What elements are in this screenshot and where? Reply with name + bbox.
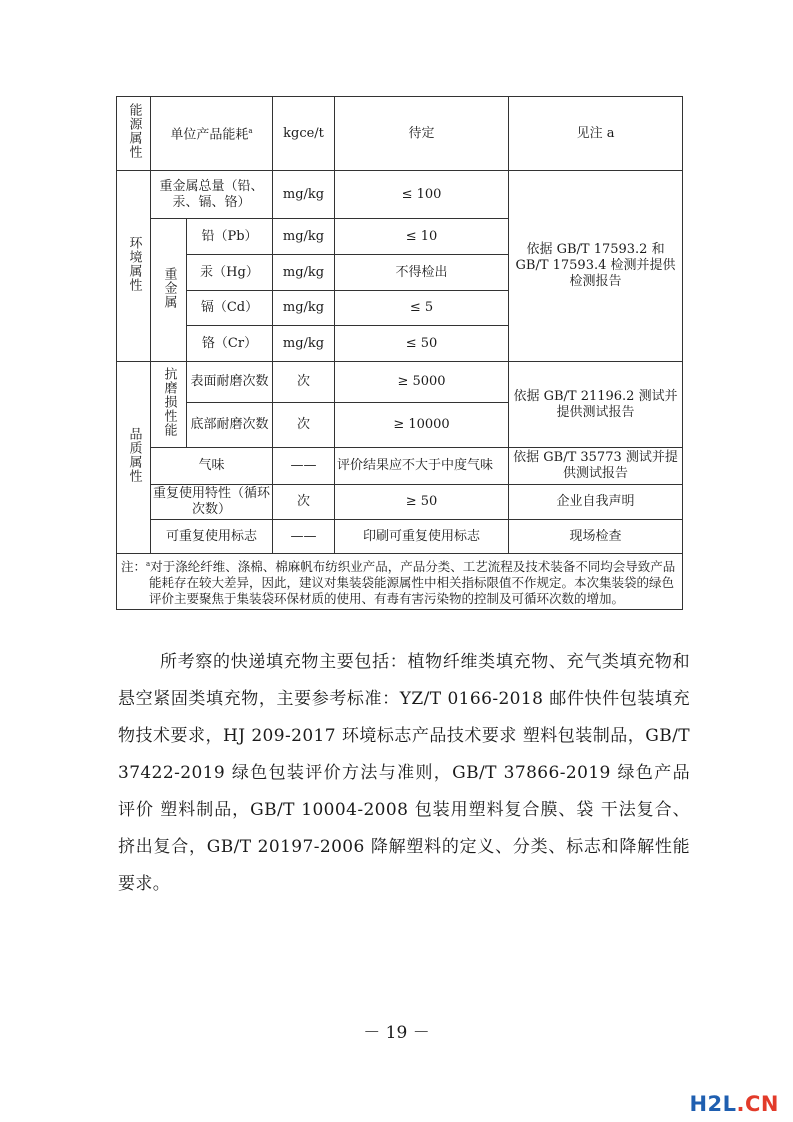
abrasion-name: 底部耐磨次数	[190, 417, 269, 432]
indicator-energy: 单位产品能耗	[170, 127, 249, 143]
metal-requirement: 不得检出	[395, 264, 448, 280]
reuse-mark-requirement: 印刷可重复使用标志	[363, 528, 481, 544]
metal-unit: mg/kg	[282, 228, 325, 244]
method-environment: 依据 GB/T 17593.2 和 GB/T 17593.4 检测并提供检测报告	[515, 242, 676, 289]
metal-unit: mg/kg	[282, 300, 325, 315]
requirement-heavy-metal-total: ≤ 100	[401, 186, 442, 202]
reuse-mark-name: 可重复使用标志	[166, 528, 258, 544]
row-note	[117, 554, 683, 610]
row-energy	[117, 97, 683, 171]
row-surface-abrasion	[117, 362, 683, 403]
abrasion-unit: 次	[297, 417, 311, 432]
row-heavy-metal-total	[117, 171, 683, 219]
note-mark: a	[146, 560, 151, 568]
indicator-heavy-metal-total: 重金属总量（铅、汞、镉、铬）	[159, 178, 264, 210]
odor-method: 依据 GB/T 35773 测试并提供测试报告	[513, 450, 678, 481]
abrasion-requirement: ≥ 10000	[393, 417, 450, 432]
watermark-part2: .CN	[736, 1092, 779, 1116]
metal-unit: mg/kg	[282, 264, 325, 280]
table-note	[121, 556, 678, 607]
abrasion-label: 抗磨损性能	[161, 367, 177, 437]
method-energy: 见注 a	[576, 125, 615, 141]
row-odor	[117, 448, 683, 485]
note-text: 对于涤纶纤维、涤棉、棉麻帆布纺织业产品，产品分类、工艺流程及技术装备不同均会导致产品能耗存在较大差异，因此，建议对集装袋能源属性中相关指标限值不作规定。本次集装袋的绿色评价主要聚焦于集装袋环保材质的使用、有毒有害污染物的控制及可循环次数的增加。	[149, 559, 676, 607]
metal-requirement: ≤ 50	[405, 335, 438, 351]
metal-requirement: ≤ 10	[405, 228, 438, 244]
footnote-mark: a	[248, 127, 253, 136]
indicator-table	[116, 96, 683, 610]
category-energy: 能源属性	[126, 103, 142, 159]
metal-unit: mg/kg	[282, 335, 325, 351]
reuse-name: 重复使用特性（循环次数）	[153, 486, 271, 517]
method-abrasion: 依据 GB/T 21196.2 测试并提供测试报告	[513, 388, 678, 420]
abrasion-name: 表面耐磨次数	[190, 374, 269, 389]
category-environment: 环境属性	[126, 235, 142, 292]
heavy-metal-label: 重金属	[161, 266, 177, 309]
metal-name: 铬（Cr）	[201, 335, 258, 351]
metal-requirement: ≤ 5	[409, 300, 434, 315]
watermark-logo	[689, 1092, 779, 1116]
odor-name: 气味	[198, 458, 225, 473]
abrasion-unit: 次	[297, 374, 311, 389]
note-prefix: 注：	[121, 559, 147, 575]
reuse-unit: 次	[297, 494, 311, 509]
odor-unit: ——	[290, 458, 317, 473]
reuse-requirement: ≥ 50	[405, 494, 438, 509]
page-number: － 19 －	[363, 1023, 430, 1043]
metal-name: 镉（Cd）	[200, 300, 259, 315]
row-reuse	[117, 485, 683, 520]
reuse-mark-method: 现场检查	[569, 528, 622, 544]
unit-energy: kgce/t	[283, 125, 324, 141]
requirement-energy: 待定	[408, 125, 435, 141]
reuse-mark-unit: ——	[290, 528, 317, 544]
category-quality: 品质属性	[126, 427, 142, 483]
body-paragraph: 所考察的快递填充物主要包括：植物纤维类填充物、充气类填充物和悬空紧固类填充物，主要参考标准：YZ/T 0166-2018 邮件快件包装填充物技术要求，HJ 209-2017 环境标志产品技术要求 塑料包装制品，GB/T 37422-2019 绿色包装评价方法与准则，GB/T 37866-2019 绿色产品评价 塑料制品，GB/T 10004-2008 包装用塑料复合膜、袋 干法复合、挤出复合，GB/T 20197-2006 降解塑料的定义、分类、标志和降解性能要求。	[118, 652, 690, 894]
watermark-part1: H2L	[689, 1092, 737, 1116]
unit-heavy-metal-total: mg/kg	[282, 186, 325, 202]
metal-name: 汞（Hg）	[200, 264, 259, 280]
abrasion-requirement: ≥ 5000	[397, 374, 446, 389]
row-reuse-mark	[117, 520, 683, 554]
odor-requirement: 评价结果应不大于中度气味	[337, 458, 494, 473]
metal-name: 铅（Pb）	[201, 228, 258, 244]
reuse-method: 企业自我声明	[556, 494, 635, 509]
